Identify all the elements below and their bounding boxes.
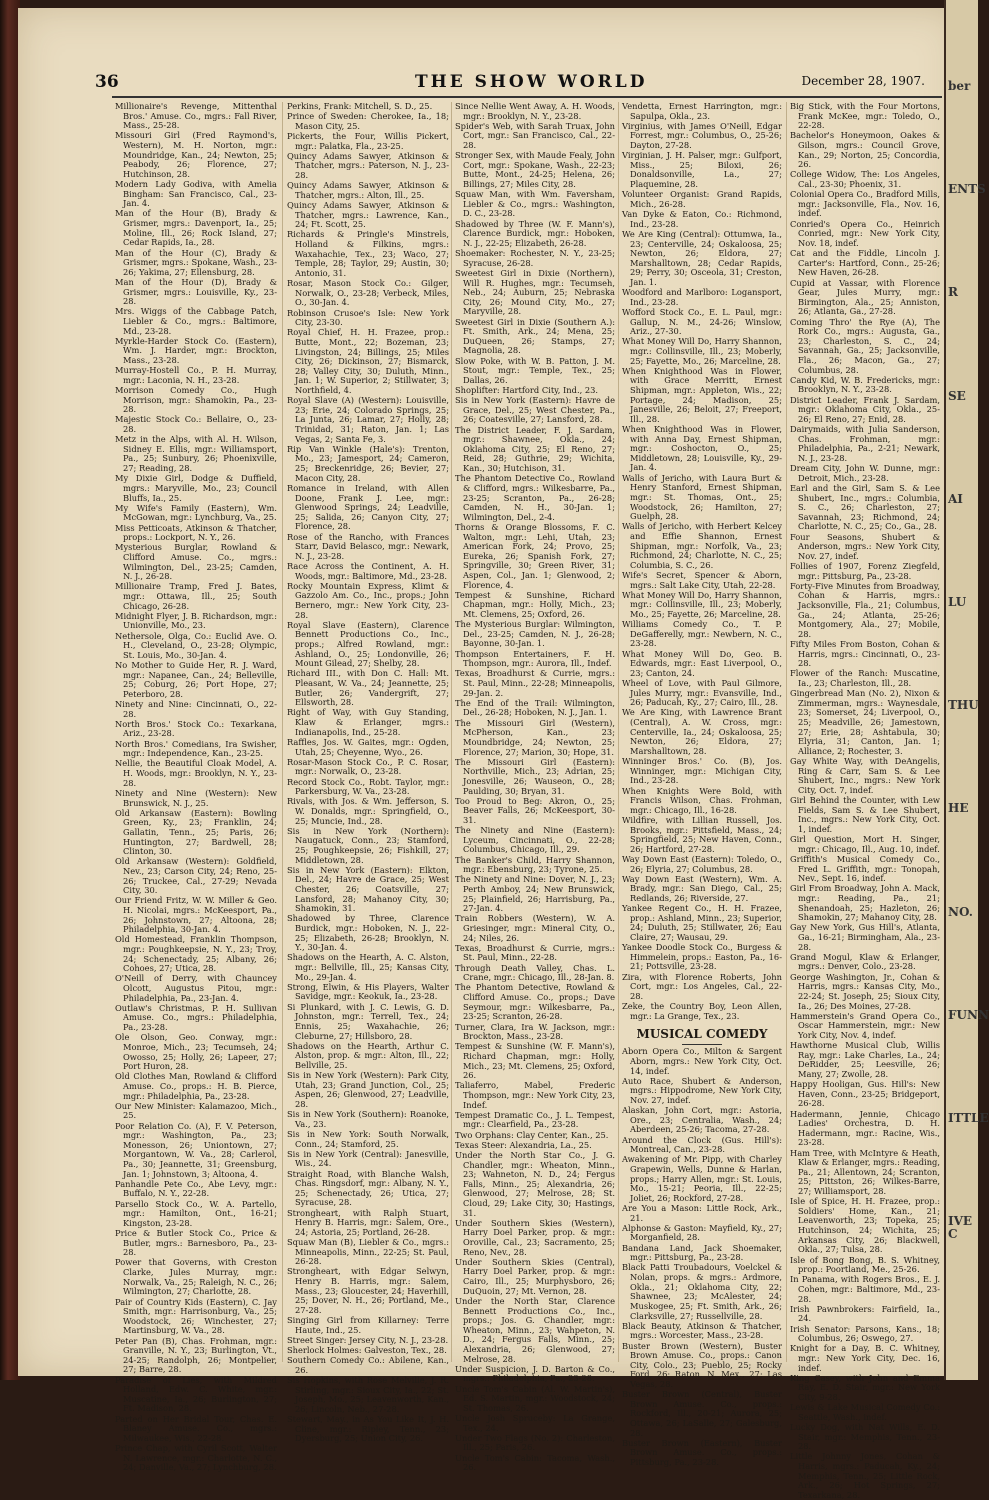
listing-entry: Big Stick, with the Four Mortons, Frank McKee, mgr.: Toledo, O., 22-28. [790,101,940,131]
listing-entry: Irish Senator: Parsons, Kans., 18; Columbus, 26; Oswego, 27. [790,1323,940,1344]
listing-entry: Happy Hooligan, Gus. Hill's: New Haven, Conn., 23-25; Bridgeport, 26-28. [790,1079,940,1109]
listing-entry: Texas, Broadhurst & Currie, mgrs.: St. Paul, Minn., 22-28. [455,942,615,963]
listing-entry: Walls of Jericho, with Herbert Kelcey and Effie Shannon, Ernest Shipman, mgr.: Norfolk, Va., 23; Richmond, 24; Charlotte, N. C., 25; Columbia, S. C., 26. [622,521,782,570]
listing-entry: Tempest & Sunshine (W. F. Mann's), Richard Chapman, mgr.: Holly, Mich., 23; Mt. Clemens, 25; Oxford, 26. [455,1041,615,1081]
column-divider [451,102,452,1362]
adjacent-page-fragment: THU [948,698,979,713]
listing-entry: Nellie, the Beautiful Cloak Model, A. H. Woods, mgr.: Brooklyn, N. Y., 23-28. [115,758,277,788]
listing-entry: Sis in New York (Eastern): Elkton, Del., 24; Havre de Grace, 25; West Chester, 26; Coatsville, 27; Lansford, 28; Mahanoy City, 30; Shamokin, 31. [287,864,449,914]
listing-entry: Quincy Adams Sawyer, Atkinson & Thatcher, mgrs.: Alton, Ill., 25. [287,180,449,200]
listing-entry: Midnight Flyer, J. B. Richardson, mgr.: Unionville, Mo., 23. [115,610,277,631]
listing-entry: Way Down East (Eastern): Toledo, O., 26; Elyria, 27; Columbus, 28. [622,853,782,874]
listing-entry: Way Down East (Western), Wm. A. Brady, mgr.: San Diego, Cal., 25; Redlands, 26; Riverside, 27. [622,873,782,904]
listing-entry: Sis in New York (Northern): Naugatuck, Conn., 23; Stamford, 25; Poughkeepsie, 26; Fishkill, 27; Middletown, 28. [287,825,449,865]
listing-entry: Flower of the Ranch: Muscatine, Ia., 23; Charleston, Ill., 28. [790,668,940,689]
listing-entry: North Bros.' Comedians, Ira Swisher, mgr.: Independence, Kan., 23-25. [115,738,277,759]
listing-entry: Royal Slave (Eastern), Clarence Bennett Productions Co., Inc., props.; Alfred Rowland, mgr.: Ashland, O., 25; Londonville, 26; Mount Gilead, 27; Shelby, 28. [287,619,449,669]
listing-entry: Fifty Miles From Boston, Cohan & Harris, mgrs.: Cincinnati, O., 23-28. [790,639,940,669]
column-2 [287,101,449,1444]
section-heading: MUSICAL COMEDY [622,1027,782,1045]
listing-entry: Man of the Hour (C), Brady & Grismer, mgrs.: Spokane, Wash., 23-26; Yakima, 27; Ellensburg, 28. [115,247,277,277]
listing-entry: What Money Will Do, Harry Shannon, mgr.: Collinsville, Ill., 23; Moberly, Mo., 25; Fayette, 26; Marceline, 28. [622,589,782,619]
column-divider [282,102,283,1362]
listing-entry: Robinson Crusoe's Isle: New York City, 23-30. [287,307,449,328]
listing-entry: Williams Comedy Co., T. P. DeGafferelly, mgr.: Newbern, N. C., 23-28. [622,619,782,649]
listing-entry: Millionaire's Revenge, Mittenthal Bros.' Amuse. Co., mgrs.: Fall River, Mass., 25-28. [115,101,277,131]
listing-entry: Shoplifter: Hartford City, Ind., 23. [455,385,599,396]
listing-entry: Cupid at Vassar, with Florence Gear, Jules Murry, mgr.: Birmington, Ala., 25; Anniston, 26; Atlanta, Ga., 27-28. [790,277,940,317]
listing-entry: Auto Race, Shubert & Anderson, mgrs.: Hippodrome, New York City, Nov. 27, indef. [622,1075,782,1105]
listing-entry: The Ninety and Nine (Eastern): Lyceum, Cincinnati, O., 22-28; Columbus, Chicago, Ill., 29. [455,825,615,855]
listing-entry: Stronger Sex, with Maude Fealy, John Cort, mgr.: Spokane, Wash., 22-23; Butte, Mont., 24-25; Helena, 26; Billings, 27; Miles City, 28. [455,150,615,190]
listing-entry: Taliaferro, Mabel, Frederic Thompson, mgr.: New York City, 23, Indef. [455,1080,615,1110]
listing-entry: Tempest & Sunshine, Richard Chapman, mgr.: Holly, Mich., 23; Mt. Clemens, 25; Oxford, 26. [455,589,615,619]
listing-entry: Modern Lady Godiva, with Amelia Bingham: San Francisco, Cal., 23-Jan. 4. [115,179,277,209]
listing-entry: Buster Brown (Central), Buster Brown Amuse. Co., props.: Rockford, Ill., 20-21; Aurora, 25; Ottawa, 26; LaSalle, 27; Galesburg, 28. [622,1389,782,1438]
listing-entry: Awakening of Mr. Pipp, with Charley Grapewin, Wells, Dunne & Harlan, props.; Harry Allen, mgr.: St. Louis, Mo., 15-21; Peoria, Ill., 22-25; Joliet, 26; Rockford, 27-28. [622,1154,782,1203]
listing-entry: Straight Road, with Blanche Walsh, Chas. Ringsdorf, mgr.: Albany, N. Y., 25; Schenectady, 26; Utica, 27; Syracuse, 28. [287,1168,449,1208]
listing-entry: The Banker's Child, Harry Shannon, mgr.: Ebensburg, 23; Tyrone, 25. [455,854,615,875]
listing-entry: Slow Poke, with W. B. Patton, J. M. Stout, mgr.: Temple, Tex., 25; Dallas, 26. [455,355,615,385]
listing-entry: Hammerstein's Grand Opera Co., Oscar Hammerstein, mgr.: New York City, Nov. 4, indef. [790,1010,940,1040]
listing-entry: Tempest Dramatic Co., J. L. Tempest, mgr.: Clearfield, Pa., 23-28. [455,1109,615,1130]
listing-entry: Sherlock Holmes: Galveston, Tex., 28. [287,1345,447,1356]
listing-entry: Walls of Jericho, with Laura Burt & Henry Stanford, Ernest Shipman, mgr.: St. Thomas, Ont., 25; Woodstock, 26; Hamilton, 27; Guelph, 28. [622,472,782,522]
listing-entry: Old Clothes Man, Rowland & Clifford Amuse. Co., props.: H. B. Pierce, mgr.: Philadelphia, Pa., 23-28. [115,1071,277,1101]
listing-entry: George Washington, Jr., Cohan & Harris, mgrs.: Kansas City, Mo., 22-24; St. Joseph, 25; Sioux City, Ia., 26; Des Moines, 27-28. [790,971,940,1011]
listing-entry: Knight for a Day, B. C. Whitney, mgr.: New York City, Dec. 16, indef. [790,1343,940,1373]
listing-entry: Squaw Man (B), Liebler & Co., mgrs.: Minneapolis, Minn., 22-25; St. Paul, 26-28. [287,1237,449,1267]
listing-entry: Murray-Hostell Co., P. H. Murray, mgr.: Laconia, N. H., 23-28. [115,365,277,385]
header-rule [112,96,942,98]
listing-entry: Texas Steer: Alexandria, La., 25. [455,1139,592,1150]
listing-entry: Wheel of Love, with Paul Gilmore, Jules Murry, mgr.: Evansville, Ind., 26; Paducah, Ky., 27; Cairo, Ill., 28. [622,678,782,708]
listing-entry: Mrs. Wiggs of the Cabbage Patch, Liebler & Co., mgrs.: Baltimore, Md., 23-28. [115,306,277,336]
listing-entry: Alaskan, John Cort, mgr.: Astoria, Ore., 23; Centralia, Wash., 24; Aberdeen, 25-26; Tacoma, 27-28. [622,1105,782,1135]
listing-entry: Forty-Five Minutes from Broadway, Cohan & Harris, mgrs.: Jacksonville, Fla., 21; Columbus, Ga., 24; Atlanta, 25-26; Montgomery, Ala., 27; Mobile, 28. [790,580,940,639]
listing-entry: Sis in New York (Eastern): Havre de Grace, Del., 25; West Chester, Pa., 26; Coatesville, 27; Lansford, 28. [455,395,615,425]
column-1 [115,101,277,1473]
listing-entry: Rocky Mountain Express, Klimt & Gazzolo Am. Co., Inc., props.; John Bernero, mgr.: New York City, 23-28. [287,580,449,620]
listing-entry: Girl Behind the Counter, with Lew Fields, Sam S. & Lee Shubert, Inc., mgrs.: New York City, Oct. 1, indef. [790,795,940,834]
listing-entry: Bandana Land, Jack Shoemaker, mgr.: Pittsburg, Pa., 23-28. [622,1242,782,1263]
listing-entry: Shoemaker: Rochester, N. Y., 23-25; Syracuse, 26-28. [455,248,615,268]
listing-entry: Under Suspicion, J. D. Barton & Co., mgrs.: Philadelphia, Pa., 23-28. [455,1363,615,1384]
listing-entry: Sweetest Girl in Dixie (Northern), Will R. Hughes, mgr.: Tecumseh, Neb., 24; Auburn, 25; Nebraska City, 26; Mound City, Mo., 27; Maryville, 28. [455,267,615,317]
listing-entry: Since Nellie Went Away, A. H. Woods, mgr.: Brooklyn, N. Y., 23-28. [455,101,615,121]
listing-entry: When Knighthood Was in Flower, with Anna Day, Ernest Shipman, mgr.: Coshocton, O., 25; Middletown, 28; Louisville, Ky., 29-Jan. 4. [622,424,782,473]
listing-entry: Miss Petticoats, Atkinson & Thatcher, props.: Lockport, N. Y., 26. [115,522,277,543]
listing-entry: Follies of 1907, Forenz Ziegfeld, mgr.: Pittsburg, Pa., 23-28. [790,560,940,581]
listing-entry: Right of Way, with Guy Standing, Klaw & Erlanger, mgrs.: Indianapolis, Ind., 25-28. [287,707,449,737]
listing-entry: Stewart, May., in As You Like It, J. H. Cline, mgr.: Ripley, Tenn., 23; Dyersburg, 25; Union City, 26. [287,1414,449,1444]
listing-entry: My Wife's Family (Eastern), Wm. McGowan, mgr.: Lynchburg, Va., 25. [115,502,277,523]
listing-entry: Hawthorne Musical Club, Willis Ray, mgr.: Lake Charles, La., 24; DeRidder, 25; Leesville, 26; Many, 27; Zwolle, 28. [790,1040,940,1079]
listing-entry: Rosar, Mason Stock Co.: Gilger, Norwalk, O., 23-28; Verbeck, Miles, O., 30-Jan. 4. [287,278,449,308]
listing-entry: The Ninety and Nine: Dover, N. J., 23; Perth Amboy, 24; New Brunswick, 25; Plainfield, 26; Harrisburg, Pa., 27-Jan. 4. [455,874,615,914]
listing-entry: Wofford Stock Co., E. L. Paul, mgr.: Gallup, N. M., 24-26; Winslow, Ariz., 27-30. [622,306,782,337]
listing-entry: Raffles, Jos. W. Gaites, mgr.: Ogden, Utah, 25; Cheyenne, Wyo., 26. [287,736,449,757]
listing-entry: Our New Minister: Kalamazoo, Mich., 25. [115,1100,277,1121]
listing-entry: When Knights Were Bold, with Francis Wilson, Chas. Frohman, mgr.: Chicago, Ill., 16-28. [622,785,782,815]
listing-entry: Sis in New York (Central): Janesville, Wis., 24. [287,1148,449,1169]
listing-entry: Black Beauty, Atkinson & Thatcher, mgrs.: Worcester, Mass., 23-28. [622,1320,782,1341]
listing-entry: Four Seasons, Shubert & Anderson, mgrs.: New York City, Nov. 27, indef. [790,531,940,561]
listing-entry: Girl Question, Mort H. Singer, mgr.: Chicago, Ill., Aug. 10, indef. [790,834,940,854]
listing-entry: Irish Pawnbrokers: Fairfield, Ia., 24. [790,1303,940,1324]
listing-entry: Quincy Adams Sawyer, Atkinson & Thatcher, mgrs.: Lawrence, Kan., 24; Ft. Scott, 25. [287,200,449,230]
listing-entry: Bachelor's Honeymoon, Oakes & Gilson, mgrs.: Council Grove, Kan., 29; Norton, 25; Concordia, 26. [790,130,940,170]
adjacent-page-fragment: ber [948,79,971,93]
listing-entry: Uncle Tom's Cabin (Al. W. Martin's), Ed. S. Martin, mgr.: Woodstock, 24; St. Thomas, 26. [455,1383,615,1413]
listing-entry: Perkins, Frank: Mitchell, S. D., 25. [287,101,433,111]
listing-entry: The Mysterious Burglar: Wilmington, Del., 23-25; Camden, N. J., 26-28; Bayonne, 30-Jan. 1. [455,619,615,649]
listing-entry: Ole Olson, Geo. Conway, mgr.: Monroe, Mich., 23; Tecumseh, 24; Owosso, 25; Holly, 26; Lapeer, 27; Port Huron, 28. [115,1032,277,1072]
listing-entry: Lucky Dog, with Nat Wills, E. D. Stair, mgr.: Memphis, Tenn., 23-28. [790,1422,940,1452]
listing-entry: Record Stock Co., Robt. Taylor, mgr.: Parkersburg, W. Va., 23-28. [287,776,449,797]
adjacent-page-fragment: R [948,285,958,300]
listing-entry: We Are King, with Lawrence Brant (Central), A. W. Cross, mgr.: Centerville, Ia., 24; Oskaloosa, 25; Newton, 26; Eldora, 27; Marshalltown, 28. [622,707,782,756]
listing-entry: Zeke, the Country Boy, Leon Allen, mgr.: La Grange, Tex., 23. [622,1001,782,1021]
adjacent-page-fragment: FUNN [948,1007,989,1022]
listing-entry: Si Plunkard, with J. C. Lewis, G. D. Johnston, mgr.: Terrell, Tex., 24; Ennis, 25; Waxahachie, 26; Cleburne, 27; Hillsboro, 28. [287,1001,449,1041]
listing-entry: Dairymaids, with Julia Sanderson, Chas. Frohman, mgr.: Philadelphia, Pa., 2-21; Newark, N. J., 23-28. [790,424,940,463]
listing-entry: Girl From Broadway, John A. Mack, mgr.: Reading, Pa., 21; Shenandoah, 25; Hazleton, 26; Shamokin, 27; Mahanoy City, 28. [790,883,940,923]
listing-entry: District Leader, Frank J. Sardam, mgr.: Oklahoma City, Okla., 25-26; El Reno, 27; Enid, 28. [790,394,940,424]
listing-entry: The Phantom Detective Co., Rowland & Clifford, mgrs.: Wilkesbarre, Pa., 23-25; Scranton, Pa., 26-28; Camden, N. H., 30-Jan. 1; Wilmington, Del., 2-4. [455,473,615,522]
listing-entry: Conried's Opera Co., Heinrich Conried, mgr.: New York City, Nov. 18, indef. [790,218,940,248]
listing-entry: Sweetest Girl in Dixie (Southern A.): Ft. Smith, Ark., 24; Mena, 25; DuQueen, 26; Stamps, 27; Magnolia, 28. [455,316,615,356]
listing-entry: What Money Will Do, Harry Shannon, mgr.: Collinsville, Ill., 23; Moberly, 25; Fayette, Mo., 26; Marceline, 28. [622,336,782,366]
column-5 [790,101,940,1500]
listing-entry: Man of the Hour (D), Brady & Grismer, mgrs.: Louisville, Ky., 23-28. [115,276,277,307]
listing-entry: Majestic Stock Co.: Bellaire, O., 23-28. [115,414,277,435]
page-header [95,72,945,96]
listing-entry: Shadows on the Hearth, Arthur C. Alston, prop. & mgr.: Alton, Ill., 22; Bellville, 25. [287,1040,449,1070]
issue-date: December 28, 1907. [801,74,925,88]
listing-entry: Yankee Regent Co., H. H. Frazee, prop.: Ashland, Minn., 23; Superior, 24; Duluth, 25; Stillwater, 26; Eau Claire, 27; Wausau, 29. [622,903,782,943]
listing-entry: Ninety and Nine (Western): New Brunswick, N. J., 25. [115,787,277,808]
listing-entry: Old Arkansaw (Eastern): Bowling Green, Ky., 23; Franklin, 24; Gallatin, Tenn., 25; Paris, 26; Huntington, 27; Bardwell, 28; Clinton, 30. [115,807,277,857]
listing-entry: Squaw Man, with Wm. Faversham, Liebler & Co., mgrs.: Washington, D. C., 23-28. [455,189,615,219]
listing-entry: Millionaire Tramp, Fred J. Bates, mgr.: Ottawa, Ill., 25; South Chicago, 26-28. [115,581,277,611]
listing-entry: Yankee Doodle Stock Co., Burgess & Himmelein, props.: Easton, Pa., 16-21; Pottsville, 23-28. [622,942,782,972]
listing-entry: Colonial Opera Co., Bradford Mills, mgr.: Jacksonville, Fla., Nov. 16, indef. [790,189,940,219]
listing-entry: Lewis & Lake Musical Comedy Co.: Seattle, Wash., indef. [790,1402,940,1422]
listing-entry: Ham Tree, with McIntyre & Heath, Klaw & Erlanger, mgrs.: Reading, Pa., 21; Allentown, 24; Scranton, 25; Pittston, 26; Wilkes-Barre, 27; Williamsport, 28. [790,1147,940,1197]
listing-entry: My Dixie Girl, Dodge & Duffield, mgrs.: Maryville, Mo., 23; Council Bluffs, Ia., 25. [115,473,277,503]
adjacent-page-fragment: SE [948,388,966,403]
listing-entry: Around the Clock (Gus. Hill's): Montreal, Can., 23-28. [622,1134,782,1155]
listing-entry: Wife's Secret, Spencer & Aborn, mgrs.: Salt Lake City, Utah, 22-28. [622,569,782,590]
listing-entry: Too Proud to Beg: Akron, O., 25; Beaver Falls, 26; McKeesport, 30-31. [455,795,615,825]
listing-entry: North Bros.' Stock Co.: Texarkana, Ariz., 23-28. [115,718,277,739]
listing-entry: Shadowed by Three, Clarence Burdick, mgr.: Hoboken, N. J., 22-25; Elizabeth, 26-28; Brooklyn, N. Y., 30-Jan. 4. [287,913,449,953]
listing-entry: Missouri Girl (Fred Raymond's, Western), M. H. Norton, mgr.: Moundridge, Kan., 24; Newton, 25; Peabody, 26; Florence, 27; Hutchinson, 28. [115,130,277,179]
book-binding [0,0,20,1380]
listing-entry: Under the North Star Co., J. G. Chandler, mgr.: Wheaton, Minn., 23; Wahneton, N. D., 24; Fergus Falls, Minn., 25; Alexandria, 26; Glenwood, 27; Melrose, 28; St. Cloud, 29; Lake City, 30; Hastings, 31. [455,1149,615,1218]
listing-entry: Poor Relation Co. (A), F. V. Peterson, mgr.: Washington, Pa., 23; Monesson, 26; Uniontown, 27; Morgantown, W. Va., 28; Carlerol, Pa., 30; Jeannette, 31; Greensburg, Jan. 1; Johnstown, 3; Altoona, 4. [115,1120,277,1179]
listing-entry: Buster Brown (Eastern), Buster Brown Amuse. Co., props.: Pittsburg, Pa., 23-28. [622,1437,782,1468]
listing-entry: The End of the Trail: Wilmington, Del., 26-28; Hoboken, N. J., Jan. 1. [455,697,615,718]
listing-entry: Under the North Star, Clarence Bennett Productions Co., Inc., props.; Jos. G. Chandler, mgr.: Wheaton, Minn., 23; Wahpeton, N. D., 24; Fergus Falls, Minn., 25; Alexandria, 26; Glenwood, 27; Melrose, 28. [455,1295,615,1364]
listing-entry: Power that Governs, with Creston Clarke, Jules Murray, mgr.: Norwalk, Va., 25; Raleigh, N. C., 26; Wilmington, 27; Charlotte, 28. [115,1257,277,1297]
listing-entry: The District Leader, F. J. Sardam, mgr.: Shawnee, Okla., 24; Oklahoma City, 25; El Reno, 27; Reid, 28; Guthrie, 29; Wichita, Kan., 30; Hutchison, 31. [455,424,615,474]
listing-entry: Under Southern Skies (Western), Harry Doel Parker, prop. & mgr.: Oroville, Cal., 23; Sacramento, 25; Reno, Nev., 28. [455,1217,615,1257]
listing-entry: Griffith's Musical Comedy Co., Fred L. Griffith, mgr.: Tonopah, Nev., Sept. 16, indef. [790,853,940,884]
listing-entry: Ninety and Nine: Cincinnati, O., 22-28. [115,699,277,719]
listing-entry: Two Orphans: Clay Center, Kan., 25. [455,1129,609,1140]
listing-entry: Turner, Clara, Ira W. Jackson, mgr.: Brockton, Mass., 23-28. [455,1021,615,1042]
listing-entry: When Knighthood Was in Flower, with Grace Merritt, Ernest Shipman, mgr.: Appleton, Wis., 22; Portage, 24; Madison, 25; Janesville, 26; Beloit, 27; Freeport, Ill., 28. [622,365,782,424]
listing-entry: Peter Pan (B), Chas. Frohman, mgr.: Granville, N. Y., 23; Burlington, Vt., 24-25; Randolph, 26; Montpelier, 27; Barre, 28. [115,1335,277,1375]
listing-entry: Strongheart, with Edgar Selwyn, Henry B. Harris, mgr.: Salem, Mass., 23; Gloucester, 24; Haverhill, 25; Dover, N. H., 26; Portland, Me., 27-28. [287,1266,449,1315]
listing-entry: Sis Hopkins, with Rose Melville, J. R. Stirling, mgr.: Sioux City, Ia., 22; St. Joseph, Mo., 25; Leavenworth, Kan., 26; Lincoln, Neb., 27-28. [287,1375,449,1414]
listing-entry: Texas, Broadhurst & Currie, mgrs.: St. Paul, Minn., 22-28; Minneapolis, 29-Jan. 2. [455,668,615,698]
adjacent-page-fragment: LU [948,594,967,609]
adjacent-page-fragment: AI [948,491,963,506]
listing-entry: O'Neill of Derry, with Chauncey Olcott, Augustus Pitou, mgr.: Philadelphia, Pa., 23-Jan. 4. [115,973,277,1003]
listing-entry: Our Friend Fritz, W. W. Miller & Geo. H. Nicolai, mgrs.: McKeesport, Pa., 26; Johnstown, 27; Altoona, 28; Philadelphia, 30-Jan. 4. [115,895,277,935]
masthead-title: THE SHOW WORLD [415,72,648,92]
listing-entry: Cat and the Fiddle, Lincoln J. Carter's: Hartford, Conn., 25-26; New Haven, 26-28. [790,248,940,278]
listing-entry: The Phantom Detective, Rowland & Clifford Amuse. Co., props.; Dave Seymour, mgr.: Wilkesbarre, Pa., 23-25; Scranton, 26-28. [455,982,615,1022]
listing-entry: Volunteer Organist: Grand Rapids, Mich., 26-28. [622,189,782,209]
listing-entry: Singing Girl from Killarney: Terre Haute, Ind., 25. [287,1315,449,1335]
listing-entry: Isle of Bong Bong, B. S. Whitney, prop.: Poortland, Me., 25-26. [790,1254,940,1275]
listing-entry: Parted on Her Bridal Tour, Chas. E. Blaney Amuse. Co., mgrs.: Milwaukee, Wis., 22-28. [115,1413,277,1443]
listing-entry: Thorns & Orange Blossoms, F. C. Walton, mgr.: Lehi, Utah, 23; American Fork, 24; Provo, 25; Eureka, 26; Spanish Fork, 27; Springville, 30; Green River, 31; Aspen, Col., Jan. 1; Glenwood, 2; Florence, 4. [455,521,615,590]
listing-entry: Old Homestead, Franklin Thompson, mgr.: Poughkeepsie, N. Y., 23; Troy, 24; Schenectady, 25; Albany, 26; Cohoes, 27; Utica, 28. [115,934,277,974]
listing-entry: Uncle Tom's Cabin: Tacoma, Wash., 26. [455,1452,615,1473]
listing-entry: Morrison Comedy Co., Hugh Morrison, mgr.: Shamokin, Pa., 23-28. [115,385,277,415]
listing-entry: Virginius, with James O'Neill, Edgar Forrest, mgr.: Columbus, O., 25-26; Dayton, 27-28. [622,120,782,151]
listing-entry: Rose of the Rancho, with Frances Starr, David Belasco, mgr.: Newark, N. J., 23-28. [287,531,449,561]
listing-entry: Uncle Josh Spruceby: La Grange, Tex., 24. [455,1413,615,1433]
listing-entry: Through Death Valley, Chas. L. Crane, mgr.: Chicago, Ill., 28-Jan. 8. [455,962,615,983]
listing-entry: Wildfire, with Lillian Russell, Jos. Brooks, mgr.: Pittsfield, Mass., 24; Springfield, 25; New Haven, Conn., 26; Hartford, 27-28. [622,814,782,854]
listing-entry: Metz in the Alps, with Al. H. Wilson, Sidney E. Ellis, mgr.: Williamsport, Pa., 25; Sunbury, 26; Phoenixville, 27; Reading, 28. [115,434,277,474]
listing-entry: Rosar-Mason Stock Co., P. C. Rosar, mgr.: Norwalk, O., 23-28. [287,756,449,777]
listing-entry: Grand Mogul, Klaw & Erlanger, mgrs.: Denver, Colo., 23-28. [790,951,940,972]
listing-entry: Black Patti Troubadours, Voelckel & Nolan, props. & mgrs.: Ardmore, Okla., 21; Oklahoma City, 22; Shawnee, 23; McAlester, 24; Muskogee, 25; Ft. Smith, Ark., 26; Clarksville, 27; Russellville, 28. [622,1262,782,1321]
listing-entry: Old Arkansaw (Western): Goldfield, Nev., 23; Carson City, 24; Reno, 25-26; Truckee, Cal., 27-29; Nevada City, 30. [115,856,277,896]
listing-entry: Myrkle-Harder Stock Co. (Eastern), Wm. J. Harder, mgr.: Brockton, Mass., 23-28. [115,335,277,365]
listing-entry: Price & Butler Stock Co., Price & Butler, mgrs.: Barnesboro, Pa., 23-28. [115,1228,277,1258]
adjacent-page-fragment: NO. [948,904,973,919]
listing-entry: Race Across the Continent, A. H. Woods, mgr.: Baltimore, Md., 23-28. [287,560,449,581]
listing-entry: Gingerbread Man (No. 2), Nixon & Zimmerman, mgrs.: Waynesdale, 23; Somerset, 24; Liverpool, O., 25; Meadville, 26; Jamestown, 27; Erie, 28; Ashtabula, 30; Elyria, 31; Canton, Jan. 1; Alliance, 2; Rochester, 3. [790,688,940,756]
listing-entry: Spider's Web, with Sarah Truax, John Cort, mgr.: San Francisco, Cal., 22-28. [455,120,615,151]
listing-entry: Earl and the Girl, Sam S. & Lee Shubert, Inc., mgrs.: Columbia, S. C., 26; Charleston, 27; Savannah, 23; Richmond, 24; Charlotte, N. C., 25; Co., Ga., 28. [790,482,940,532]
listing-entry: In Panama, with Rogers Bros., E. J. Cohen, mgr.: Baltimore, Md., 23-28. [790,1274,940,1304]
listing-entry: Thompson Entertainers, F. H. Thompson, mgr.: Aurora, Ill., Indef. [455,648,615,669]
listing-entry: Van Dyke & Eaton, Co.: Richmond, Ind., 23-28. [622,209,782,229]
listing-entry: Sis in New York: South Norwalk, Conn., 24; Stamford, 25. [287,1128,449,1149]
listing-entry: Buster Brown (Western), Buster Brown Amuse. Co., props.: Canon City, Colo., 23; Pueblo, 25; Rocky Ford, 26; Raton, N. Mex., 27; Las Vegas, 28. [622,1340,782,1389]
listing-entry: Shadows on the Hearth, A. C. Alston, mgr.: Bellville, Ill., 25; Kansas City, Mo., 29-Jan. 4. [287,952,449,982]
listing-entry: Panhandle Pete Co., Abe Levy, mgr.: Buffalo, N. Y., 22-28. [115,1178,277,1199]
listing-entry: Nethersole, Olga, Co.: Euclid Ave. O. H., Cleveland, O., 23-28; Olympic, St. Louis, Mo., 30-Jan. 4. [115,630,277,660]
listing-entry: Strong, Elwin, & His Players, Walter Savidge, mgr.: Keokuk, Ia., 23-28. [287,981,449,1002]
listing-entry: The Missouri Girl (Eastern): Northville, Mich., 23; Adrian, 25; Jonesville, 26; Wauseon, O., 28; Paulding, 30; Bryan, 31. [455,756,615,796]
listing-entry: Pickerts, the Four, Willis Pickert, mgr.: Palatka, Fla., 23-25. [287,131,449,151]
listing-entry: No Mother to Guide Her, R. J. Ward, mgr.: Napanee, Can., 24; Belleville, 25; Coburg, 26; Port Hope, 27; Peterboro, 28. [115,660,277,699]
listing-entry: Prince Chap, with Cyril Scott, Walter N. Lawrence, mgr.: Charlotte, N. C., 24; Danville, Va., 27; Lynchburg, 28. [115,1443,277,1473]
listing-entry: Aborn Opera Co., Milton & Sargent Aborn, mgrs.: New York City, Oct. 14, indef. [622,1046,782,1076]
listing-entry: Royal Slave (A) (Western): Louisville, 23; Erie, 24; Colorado Springs, 25; La Junta, 26; Lamar, 27; Holly, 28; Trinidad, 31; Raton, Jan. 1; Las Vegas, 2; Santa Fe, 3. [287,395,449,444]
listing-entry: Virginian, J. H. Palser, mgr.: Gulfport, Miss., 25; Biloxi, 26; Donaldsonville, La., 27; Plaquemine, 28. [622,150,782,190]
listing-entry: Hadermann, Jennie, Chicago Ladies' Orchestra, D. H. Hadermann, mgr.: Racine, Wis., 23-28. [790,1108,940,1148]
column-divider [618,102,619,1362]
listing-entry: Rivals, with Jos. & Wm. Jefferson, S. W. Donalds, mgr.: Springfield, O., 25; Muncie, Ind., 28. [287,796,449,826]
listing-entry: Richard III., with Don C. Hall: Mt. Pleasant, W. Va., 24; Jeannette, 25; Butler, 26; Vandergrift, 27; Ellsworth, 28. [287,668,449,708]
listing-entry: Romance in Ireland, with Allen Doone, Frank J. Lee, mgr.: Glenwood Springs, 24; Leadville, 25; Salida, 26; Canyon City, 27; Florence, 28. [287,482,449,532]
listing-entry: Are You a Mason: Little Rock, Ark., 21. [622,1203,782,1223]
adjacent-page-edge [944,0,989,1380]
column-4 [622,101,782,1468]
listing-entry: Outlaw's Christmas, P. H. Sullivan Amuse. Co., mgrs.: Philadelphia, Pa., 23-28. [115,1002,277,1033]
listing-entry: King Casey, with John and Emma Ray, E. D. Stair, mgr.: New York City, 9-28. [790,1372,940,1402]
listing-entry: What Money Will Do, Geo. B. Edwards, mgr.: East Liverpool, O., 23; Canton, 24. [622,648,782,678]
listing-entry: Under Southern Skies (Central), Harry Doel Parker, prop. & mgr.: Cairo, Ill., 25; Murphysboro, 26; DuQuoin, 27; Mt. Vernon, 28. [455,1256,615,1296]
listing-entry: Alphonse & Gaston: Mayfield, Ky., 27; Morganfield, 28. [622,1222,782,1243]
listing-entry: Sis in New York (Southern): Roanoke, Va., 23. [287,1109,449,1129]
listing-entry: Paradise of Lies, with Mildred Holland, Edw. C. White, mgr.: Muscatine, Ia., 26; Burlington, 27; Ft. Madison, 28. [115,1374,277,1414]
adjacent-page-fragment: ITTLE [948,1110,989,1125]
listing-entry: Train Robbers (Western), W. A. Griesinger, mgr.: Mineral City, O., 24; Niles, 26. [455,913,615,943]
listing-entry: Coming Thro' the Rye (A), The Rork Co., mgrs.: Augusta, Ga., 23; Charleston, S. C., 24; Savannah, Ga., 25; Jacksonville, Fla., 26; Macon, Ga., 27; Columbus, 28. [790,316,940,375]
listing-entry: Street Singer: Jersey City, N. J., 23-28. [287,1334,449,1345]
listing-entry: Pair of Country Kids (Eastern), C. Jay Smith, mgr.: Harrisonburg, Va., 25; Woodstock, 26; Winchester, 27; Martinsburg, W. Va., 28. [115,1296,277,1336]
listing-entry: Strongheart, with Ralph Stuart, Henry B. Harris, mgr.: Salem, Ore., 24; Astoria, 25; Portland, 26-28. [287,1207,449,1237]
listing-entry: Rip Van Winkle (Hale's): Trenton, Mo., 23; Jamesport, 24; Cameron, 25; Breckenridge, 26; Bevier, 27; Macon City, 28. [287,443,449,483]
listing-entry: Man of the Hour (B), Brady & Grismer, mgrs.: Davenport, Ia., 25; Moline, Ill., 26; Rock Island, 27; Cedar Rapids, Ia., 28. [115,208,277,248]
listing-entry: Richards & Pringle's Minstrels, Holland & Filkins, mgrs.: Waxahachie, Tex., 23; Waco, 27; Temple, 28; Taylor, 29; Austin, 30; Antonio, 31. [287,229,449,278]
listing-entry: Shadowed by Three (W. F. Mann's), Clarence Burdick, mgr.: Hoboken, N. J., 22-25; Elizabeth, 26-28. [455,218,615,248]
adjacent-page-fragment: ENTS [948,182,986,197]
listing-entry: The Missouri Girl (Western), McPherson, Kan., 23; Moundbridge, 24; Newton, 25; Florence, 27; Marion, 30; Hope, 31. [455,717,615,757]
listing-entry: Isle of Spice, H. H. Frazee, prop.: Soldiers' Home, Kan., 21; Leavenworth, 23; Topeka, 25; Hutchinson, 24; Wichita, 25; Arkansas City, 26; Blackwell, Okla., 27; Tulsa, 28. [790,1196,940,1255]
listing-entry: Royal Chief, H. H. Frazee, prop.: Butte, Mont., 22; Bozeman, 23; Livingston, 24; Billings, 25; Miles City, 26; Dickinson, 27; Bismarck, 28; Valley City, 30; Duluth, Minn., Jan. 1; W. Superior, 2; Stillwater, 3; Northfield, 4. [287,327,449,396]
listing-entry: Candy Kid, W. B. Fredericks, mgr.: Brooklyn, N. Y., 23-28. [790,374,940,395]
adjacent-page-fragment: HE [948,801,969,816]
listing-entry: Gay New York, Gus Hill's, Atlanta, Ga., 16-21; Birmingham, Ala., 23-28. [790,922,940,952]
listing-entry: Dream City, John W. Dunne, mgr.: Detroit, Mich., 23-28. [790,463,940,483]
column-3 [455,101,615,1473]
listing-entry: Quincy Adams Sawyer, Atkinson & Thatcher, mgrs.: Paterson, N. J., 23-28. [287,150,449,181]
listing-entry: Parsello Stock Co., W. A. Partello, mgr.: Hamilton, Ont., 16-21; Kingston, 23-28. [115,1198,277,1228]
listing-entry: Winninger Bros.' Co. (B), Jos. Winninger, mgr.: Michigan City, Ind., 23-28. [622,756,782,786]
listing-entry: We Are King (Central): Ottumwa, Ia., 23; Centerville, 24; Oskaloosa, 25; Newton, 26; Eldora, 27; Marshalltown, 28; Cedar Rapids, 29; Perry, 30; Osceola, 31; Creston, Jan. 1. [622,228,782,287]
listing-entry: Zira, with Florence Roberts, John Cort, mgr.: Los Angeles, Cal., 22-28. [622,971,782,1001]
page-number: 36 [95,72,119,92]
listing-entry: Mysterious Burglar, Rowland & Clifford Amuse. Co., mgrs.: Wilmington, Del., 23-25; Camden, N. J., 26-28. [115,542,277,582]
adjacent-page-fragment: IVE C [948,1214,973,1242]
listing-entry: Vendetta, Ernest Harrington, mgr.: Sapulpa, Okla., 23. [622,101,782,121]
listing-entry: Prince of Sweden: Cherokee, Ia., 18; Mason City, 25. [287,111,449,131]
column-divider [786,102,787,1362]
listing-entry: Sis in New York (Western): Park City, Utah, 23; Grand Junction, Col., 25; Aspen, 26; Glenwood, 27; Leadville, 28. [287,1070,449,1109]
listing-entry: Under Two Flags (No. 2): Charleston, Ill., 25; Paris, 26. [455,1432,615,1453]
listing-entry: Gay White Way, with DeAngelis, Ring & Carr, Sam S. & Lee Shubert, Inc., mgrs.: New York City, Oct. 7, indef. [790,756,940,795]
listing-entry: Little Johnny Jones, Cohan & Harris, mgrs.: Paducah, Ky., 24; Memphis, Tenn., 25; Little Rock, Ark., 26; Hot Springs, 27; Texarkana, 28. [790,1451,940,1500]
listing-entry: Southern Comedy Co.: Abilene, Kan., 26. [287,1355,449,1375]
listing-entry: College Widow, The: Los Angeles, Cal., 23-30; Phoenix, 31. [790,169,940,190]
listing-entry: Woodford and Marlboro: Logansport, Ind., 23-28. [622,287,782,307]
